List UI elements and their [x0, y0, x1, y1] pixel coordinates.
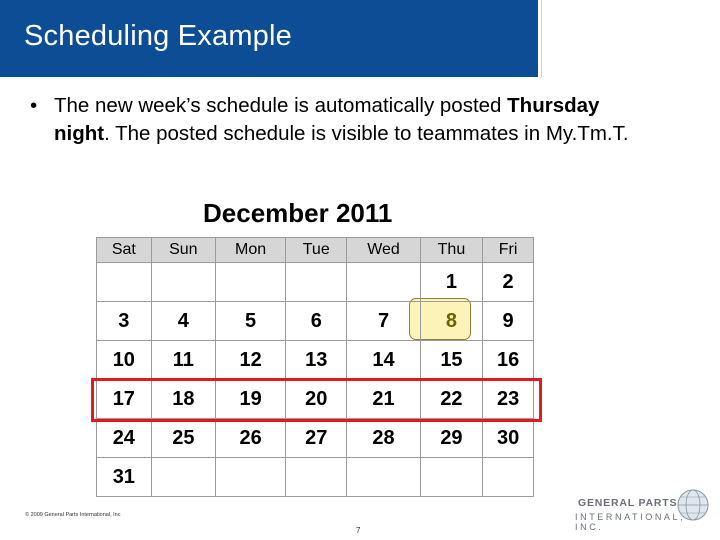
- day-header-sun: Sun: [151, 238, 215, 263]
- date-cell-12: 12: [216, 341, 286, 380]
- empty-cell: [97, 263, 152, 302]
- date-cell-5: 5: [216, 302, 286, 341]
- day-header-thu: Thu: [420, 238, 482, 263]
- empty-cell: [420, 458, 482, 497]
- footer-copyright: [25, 512, 120, 519]
- bullet-dot: •: [30, 94, 38, 117]
- day-header-tue: Tue: [286, 238, 347, 263]
- date-cell-24: 24: [97, 419, 152, 458]
- date-cell-21: 21: [347, 380, 420, 419]
- copyright-text: © 2009 General Parts International, Inc: [25, 512, 121, 518]
- date-cell-1: 1: [420, 263, 482, 302]
- empty-cell: [216, 458, 286, 497]
- calendar-week-row: [97, 419, 534, 458]
- date-cell-19: 19: [216, 380, 286, 419]
- date-cell-7: 7: [347, 302, 420, 341]
- date-cell-17: 17: [97, 380, 152, 419]
- date-cell-2: 2: [483, 263, 534, 302]
- date-cell-10: 10: [97, 341, 152, 380]
- day-header-mon: Mon: [216, 238, 286, 263]
- calendar-week-row: [97, 302, 534, 341]
- bullet-text-bold: Thursday night: [54, 94, 600, 145]
- day-header-wed: Wed: [347, 238, 420, 263]
- date-cell-15: 15: [420, 341, 482, 380]
- day-header-fri: Fri: [483, 238, 534, 263]
- calendar-week-row: [97, 341, 534, 380]
- date-cell-26: 26: [216, 419, 286, 458]
- empty-cell: [347, 263, 420, 302]
- title-bar-right-panel: [541, 0, 720, 77]
- date-cell-11: 11: [151, 341, 215, 380]
- empty-cell: [151, 458, 215, 497]
- date-cell-18: 18: [151, 380, 215, 419]
- date-cell-20: 20: [286, 380, 347, 419]
- date-cell-3: 3: [97, 302, 152, 341]
- date-cell-30: 30: [483, 419, 534, 458]
- highlighted-week-box: [91, 378, 542, 422]
- date-cell-6: 6: [286, 302, 347, 341]
- date-cell-25: 25: [151, 419, 215, 458]
- bullet-text-start: The new week’s schedule is automatically posted: [54, 94, 508, 117]
- calendar-title: December 2011: [203, 198, 393, 228]
- bullet-text: [54, 92, 634, 148]
- date-cell-16: 16: [483, 341, 534, 380]
- date-cell-28: 28: [347, 419, 420, 458]
- logo-line-2: INTERNATIONAL, INC.: [575, 512, 686, 532]
- date-cell-23: 23: [483, 380, 534, 419]
- calendar-header-row: [97, 238, 534, 263]
- empty-cell: [286, 458, 347, 497]
- date-cell-9: 9: [483, 302, 534, 341]
- date-cell-8: 8: [420, 302, 482, 341]
- slide-title: Scheduling Example: [24, 20, 292, 52]
- calendar-week-row: [97, 458, 534, 497]
- page-number: 7: [356, 526, 361, 535]
- empty-cell: [286, 263, 347, 302]
- date-cell-14: 14: [347, 341, 420, 380]
- company-logo: [575, 488, 710, 532]
- date-cell-4: 4: [151, 302, 215, 341]
- calendar-grid: [96, 237, 534, 497]
- date-cell-22: 22: [420, 380, 482, 419]
- empty-cell: [151, 263, 215, 302]
- date-cell-29: 29: [420, 419, 482, 458]
- bullet-text-end: . The posted schedule is visible to teammates in My.Tm.T.: [104, 122, 629, 145]
- empty-cell: [347, 458, 420, 497]
- logo-line-1: GENERAL PARTS: [578, 497, 678, 509]
- date-cell-13: 13: [286, 341, 347, 380]
- empty-cell: [216, 263, 286, 302]
- title-bar: [0, 0, 538, 77]
- day-header-sat: Sat: [97, 238, 152, 263]
- calendar-week-row: [97, 263, 534, 302]
- date-cell-27: 27: [286, 419, 347, 458]
- date-cell-31: 31: [97, 458, 152, 497]
- empty-cell: [483, 458, 534, 497]
